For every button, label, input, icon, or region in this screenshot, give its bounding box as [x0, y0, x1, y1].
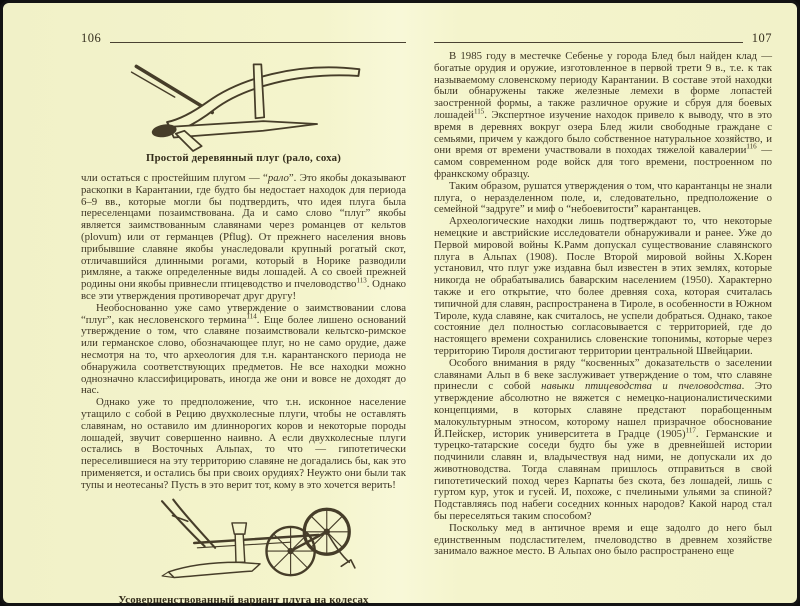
header-rule [110, 42, 406, 43]
paragraph: Таким образом, рушатся утверждения о том, что карантанцы не знали плуга, о неразделенном поле, и, следовательно, предположение о семейной “задруге” и миф о “небоевитости” карантанцев. [434, 179, 772, 216]
wheeled-plow-drawing [113, 498, 375, 588]
right-page-header [434, 31, 772, 46]
paragraph: чли остаться с простейшим плугом — “рало”. Это якобы доказывают раскопки в Карантании, где будто бы недостает находок для периода 6–9 вв., которые могли бы подтвердить, что идея плуга была переселенцами позаимствована. Да и само слово “плуг” якобы является заимствованным славянами через романцев от кельтов (plovum) или от германцев (Pflug). От прежнего населения вновь прибывшие славяне якобы унаследовали крупный рогатый скот, отличавшийся длинными рогами, который в Норике разводили римляне, а также определенные виды лошадей. А со своей прежней родины они якобы привнесли птицеводство и пчеловодство$^{113}$. Однако все эти утверждения противоречат друг другу! [81, 172, 406, 302]
paragraph: В 1985 году в местечке Себенье у города Блед был найден клад — богатые орудия и оружие, изготовленное в первой трети 9 в., т.е. к так называемому словенскому периоду Карантании. В составе этой находки были обнаружены также железные лемехи в форме лопастей заостренной формы, а также различное оружие и сбруя для боевых лошадей$^{115}$. Экспертное изучение находок привело к выводу, что в это время в деревнях вокруг озера Блед жили свободные граждане с семьями, причем у каждого было собственное натуральное хозяйство, и они время от времени участвовали в походах тяжелой кавалерии$^{116}$ — самом современном роде войск для того времени, построенном по франкскому образцу. [434, 50, 772, 180]
simple-wooden-plow-drawing [119, 53, 369, 147]
figure-caption-top: Простой деревянный плуг (рало, соха) [145, 152, 342, 164]
page-number-right: 107 [751, 31, 772, 45]
paragraph: Археологические находки лишь подтверждают то, что некоторые немецкие и австрийские исследователи обнаруживали и ранее. Уже до Первой мировой войны К.Рамм допускал существование славянского плуга в Альпах (1908). После Второй мировой войны Х.Корен установил, что плуг уже издавна был известен в этих землях, которые никогда не обрабатывались баварским населением (1950). Характерно также и его открытие, что более древняя соха, которая считалась типичной для славян, распространена в Тироле, в особенности в Южном Тироле, куда славяне, как считалось, не успели добраться. Однако, такое состояние дел полностью согласовывается с территорией, где до настоящего времени сохранились словенские топонимы, которые через территорию Тироля достигают территории центральной Швейцарии. [434, 215, 772, 357]
paragraph: Однако уже то предположение, что т.н. исконное население утащило с собой в Рецию двухколесные плуги, чтобы не оставлять славянам, но оставило им длиннорогих коров и некоторые породы лошадей, звучит совершенно наивно. А если двухколесные плуги остались в Восточных Альпах, то что — гипотетически переселившиеся на эту территорию славяне не догадались бы, как это применяется, и остались бы при своих орудиях? Неужто они были так тупы и неотесаны? Пусть в это верит тот, кому в это хочется верить! [81, 396, 406, 491]
figure-simple-plow [81, 51, 406, 149]
figure-wheeled-plow [81, 496, 406, 590]
header-rule [434, 42, 743, 43]
right-page [434, 31, 772, 593]
left-page-text [81, 173, 406, 492]
left-page [81, 31, 407, 606]
left-page-header [81, 31, 406, 46]
paragraph: Особого внимания в ряду “косвенных” доказательств о заселении славянами Альп в 6 веке заслуживает утверждение о том, что славяне принесли с собой навыки птицеводства и пчеловодства. Это утверждение абсолютно не вяжется с немецко-националистическими концепциями, в которых славяне предстают порабощенным малокультурным этносом, которому нашел призрачное обоснование Й.Пейскер, историк университета в Градце $(1905)^{117}$. Германские и турецко-татарские соседи будто бы уже в древнейшей истории подчинили славян и, владычествуя над ними, не допускали их до животноводства. Тогда славянам пришлось отправиться в свой гипотетический поход через Карпаты без скота, без лошадей, лишь с гуртом кур, уток и гусей. И, похоже, с пчелиными ульями за спиной? Подставляясь под набеги соседних конных народов? Какой народ стал бы переселяться таким способом? [434, 356, 772, 523]
paragraph: Необоснованно уже само утверждение о заимствовании слова “плуг”, как несловенского термина$^{114}$. Еще более лишено оснований утверждение о том, что славяне позаимствовали кельтско-римское или германское слово, обозначающее плуг, но не само орудие, даже несмотря на то, что археология для т.н. карантанского периода не обнаружила соответствующих предметов. Не все находки можно однозначно классифицировать, иногда же они и вовсе не доходят до нас. [81, 301, 407, 397]
right-page-text [434, 51, 772, 558]
page-number-left: 106 [81, 31, 102, 45]
paragraph: Поскольку мед в античное время и еще задолго до него был единственным подсластителем, пчеловодство в древнем хозяйстве занимало важное место. В Альпах оно было распространено еще [434, 521, 772, 558]
figure-caption-bottom: Усовершенствованный вариант плуга на колесах [118, 593, 369, 606]
